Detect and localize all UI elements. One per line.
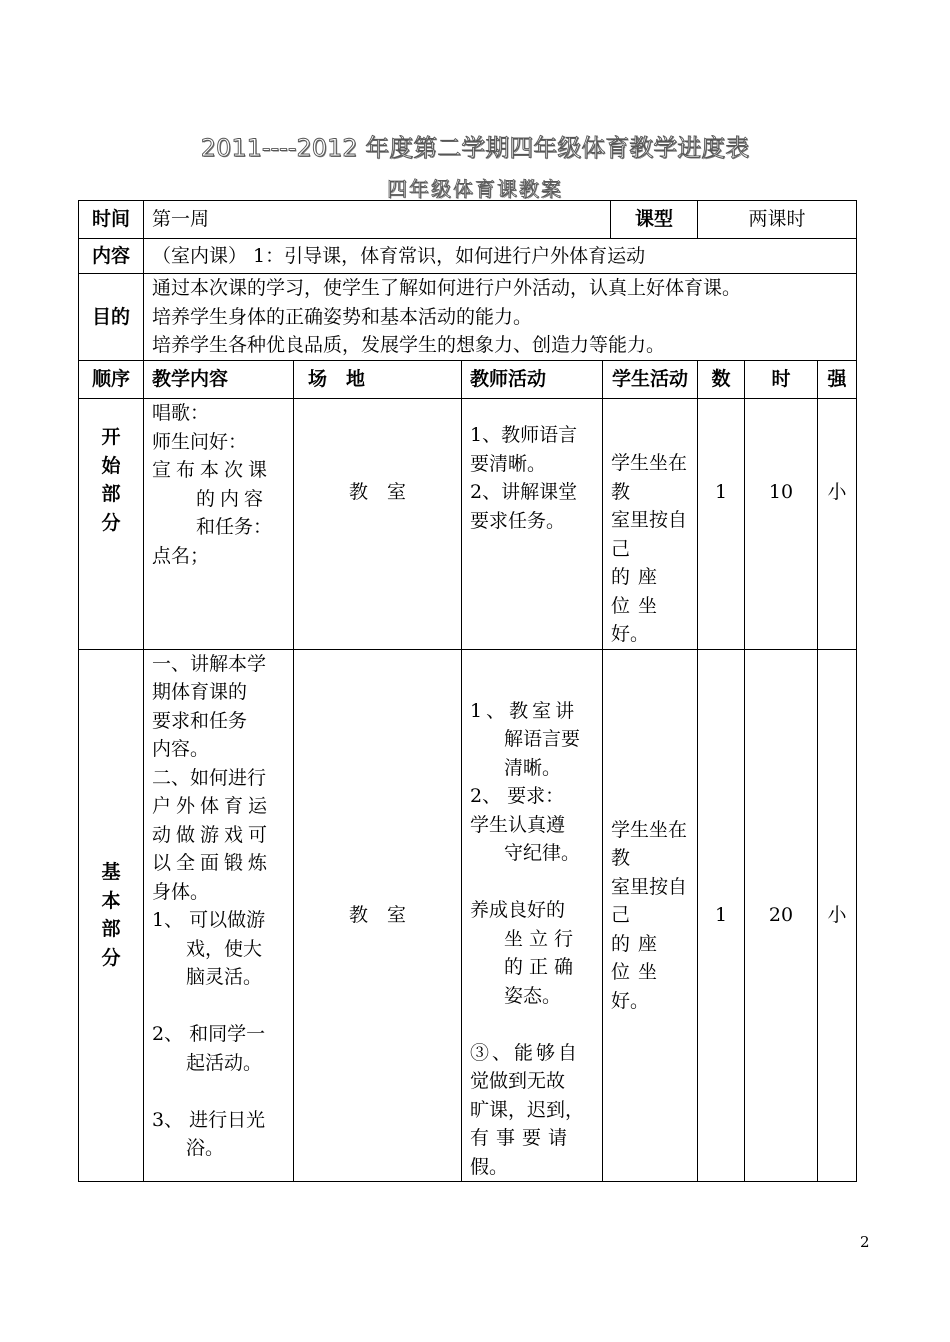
section-student: 学生坐在教 室里按自己 的座位坐 好。	[603, 649, 698, 1182]
col-venue: 场 地	[294, 361, 462, 399]
section-content: 一、讲解本学 期体育课的 要求和任务 内容。 二、如何进行 户外体育运 动做游戏可 以全面锻炼 身体。 1、 可以做游 戏，使大 脑灵活。 2、 和同学一 起活动。 3、 进行日光 浴。	[144, 649, 294, 1182]
page-title: 2011----2012 年度第二学期四年级体育教学进度表	[200, 134, 750, 162]
section-row-start	[79, 399, 857, 650]
goal-label: 目的	[79, 274, 144, 361]
section-count: 1	[698, 649, 745, 1182]
content-label: 内容	[79, 239, 144, 274]
section-intensity: 小	[818, 399, 857, 650]
col-count: 数	[698, 361, 745, 399]
section-name: 基 本 部 分	[79, 649, 144, 1182]
section-time: 20	[745, 649, 818, 1182]
type-label: 课型	[611, 201, 698, 239]
row-time	[79, 201, 857, 239]
section-teacher: 1、教师语言 要清晰。 2、讲解课堂 要求任务。	[462, 399, 603, 650]
time-value: 第一周	[144, 201, 611, 239]
goal-line: 通过本次课的学习，使学生了解如何进行户外活动，认真上好体育课。	[152, 277, 742, 300]
time-label: 时间	[79, 201, 144, 239]
content-value: （室内课） 1：引导课，体育常识，如何进行户外体育运动	[144, 239, 857, 274]
section-venue: 教 室	[294, 399, 462, 650]
section-content: 唱歌： 师生问好： 宣布本次课 的内容 和任务： 点名；	[144, 399, 294, 650]
col-teacher: 教师活动	[462, 361, 603, 399]
section-name: 开 始 部 分	[79, 399, 144, 650]
col-intensity: 强	[818, 361, 857, 399]
row-content	[79, 239, 857, 274]
page-number: 2	[860, 1233, 870, 1251]
row-goal	[79, 274, 857, 361]
col-order: 顺序	[79, 361, 144, 399]
col-content: 教学内容	[144, 361, 294, 399]
col-time: 时	[745, 361, 818, 399]
section-count: 1	[698, 399, 745, 650]
page-subtitle: 四年级体育课教案	[387, 177, 563, 201]
goal-line: 培养学生身体的正确姿势和基本活动的能力。	[152, 305, 533, 328]
section-teacher: 1、教室讲 解语言要 清晰。 2、 要求： 学生认真遵 守纪律。 养成良好的 坐立行 的正确 姿态。 ③、能够自 觉做到无故 旷课，迟到， 有事要请 假。	[462, 649, 603, 1182]
goal-line: 培养学生各种优良品质，发展学生的想象力、创造力等能力。	[152, 334, 666, 357]
column-header-row	[79, 361, 857, 399]
type-value: 两课时	[698, 201, 857, 239]
section-student: 学生坐在教 室里按自己 的座位坐 好。	[603, 399, 698, 650]
goal-text	[144, 274, 857, 361]
lesson-plan-table	[78, 200, 857, 1182]
section-row-basic	[79, 649, 857, 1182]
col-student: 学生活动	[603, 361, 698, 399]
section-venue: 教 室	[294, 649, 462, 1182]
section-intensity: 小	[818, 649, 857, 1182]
section-time: 10	[745, 399, 818, 650]
